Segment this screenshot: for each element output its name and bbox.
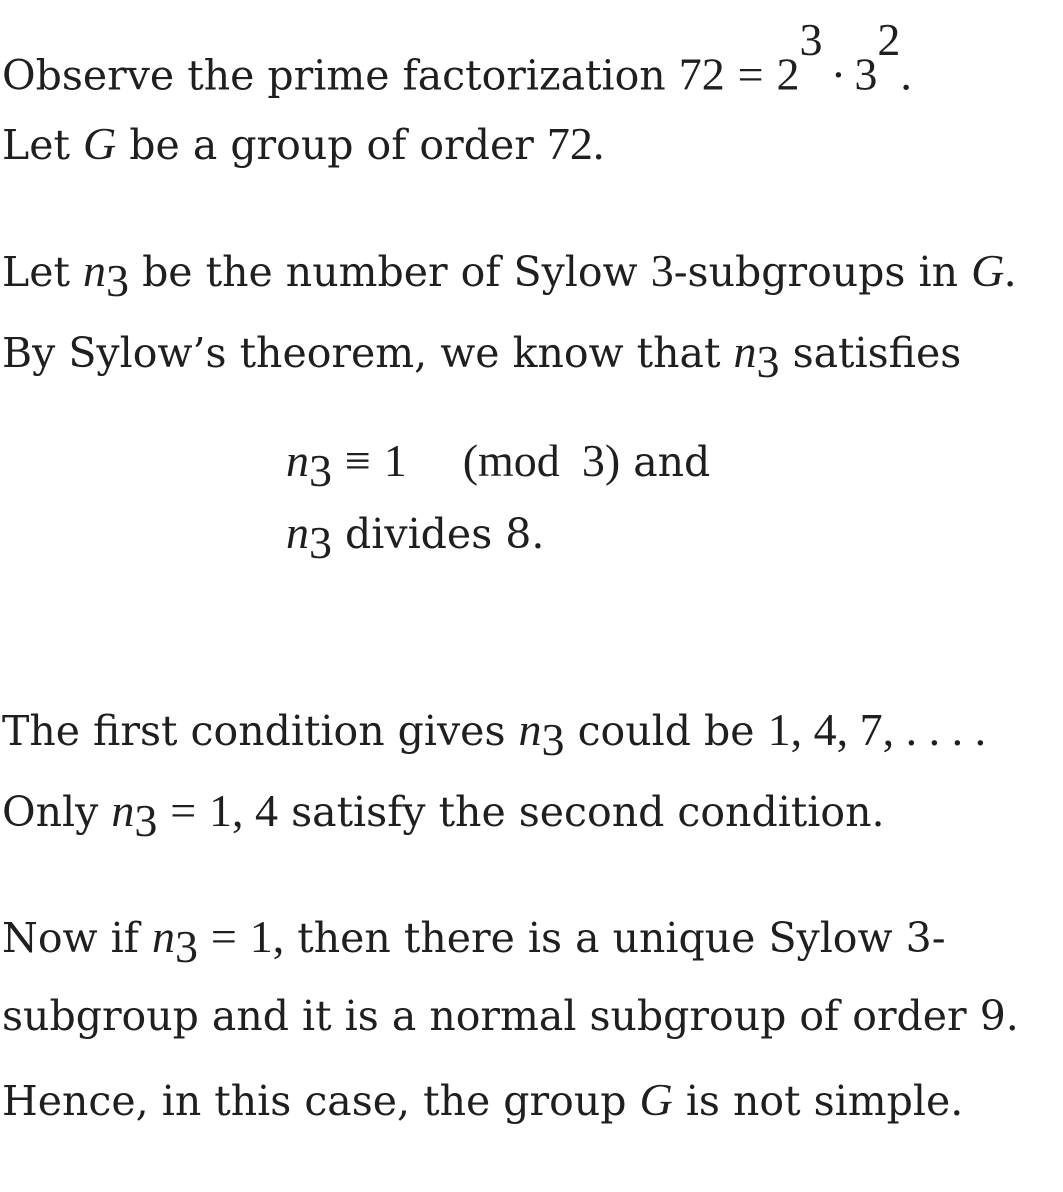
text: The first condition gives — [2, 707, 506, 755]
line-second-condition — [2, 785, 885, 847]
math-1: 1 — [383, 435, 407, 486]
line-sylow-theorem — [2, 326, 962, 388]
var-n3: $n_3$ — [733, 326, 780, 388]
line-unique-sylow — [2, 911, 946, 973]
text: be the number of Sylow — [142, 248, 638, 296]
math-72: 72 — [678, 48, 725, 100]
text: is not simple. — [685, 1077, 964, 1125]
exponent-2: 2 — [877, 14, 901, 65]
equiv-sign: ≡ — [344, 435, 371, 486]
math-values: 1, 4 — [209, 785, 279, 836]
text: -subgroups in — [673, 248, 959, 296]
var-n3: $n_3$ — [152, 911, 199, 973]
equals-sign: = — [170, 785, 197, 836]
display-divides — [286, 507, 545, 569]
line-not-simple — [2, 1074, 964, 1125]
period: . — [592, 118, 605, 169]
var-n3: $n_3$ — [111, 785, 158, 847]
text-and: and — [633, 438, 711, 486]
period: . — [1004, 245, 1016, 296]
math-72: 72 — [546, 118, 593, 169]
display-congruence — [286, 435, 711, 497]
text: Hence, in this case, the group — [2, 1077, 627, 1125]
line-prime-factorization — [2, 14, 912, 100]
text: be a group of order — [129, 121, 534, 169]
var-G: G — [639, 1074, 673, 1125]
line-define-n3 — [2, 245, 1016, 307]
line-first-condition — [2, 704, 987, 766]
period: . — [900, 48, 912, 100]
math-1: 1, — [249, 911, 285, 962]
line-group-order — [2, 118, 605, 169]
text: Only — [2, 788, 99, 836]
text: Now if — [2, 914, 139, 962]
var-n3: $n_3$ — [83, 245, 130, 307]
var-G: G — [83, 118, 117, 169]
dot-operator: · — [830, 48, 847, 100]
text: satisfies — [792, 329, 962, 377]
mod-text: (mod — [462, 435, 560, 486]
var-n3: $n_3$ — [518, 704, 565, 766]
text: Let — [2, 248, 70, 296]
var-G: G — [971, 245, 1005, 296]
text: subgroup and it is a normal subgroup of order 9. — [2, 992, 1019, 1040]
math-3: 3 — [854, 48, 878, 100]
text: Let — [2, 121, 70, 169]
equals-sign: = — [210, 911, 237, 962]
math-3: 3 — [650, 245, 674, 296]
var-n3: $n_3$ — [286, 507, 332, 569]
text: divides 8. — [345, 510, 545, 558]
math-2: 2 — [776, 48, 800, 100]
text: Observe the prime factorization — [2, 51, 666, 100]
exponent-3: 3 — [799, 14, 823, 65]
text: By Sylow’s theorem, we know that — [2, 329, 721, 377]
equals-sign: = — [737, 48, 764, 100]
text: satisfy the second condition. — [291, 788, 885, 836]
math-list: 1, 4, 7, . . . . — [767, 704, 987, 755]
text: then there is a unique Sylow 3- — [297, 914, 946, 962]
line-normal-subgroup — [2, 992, 1019, 1040]
mod-value: 3) — [581, 435, 621, 486]
text: could be — [577, 707, 755, 755]
var-n3: $n_3$ — [286, 435, 332, 497]
